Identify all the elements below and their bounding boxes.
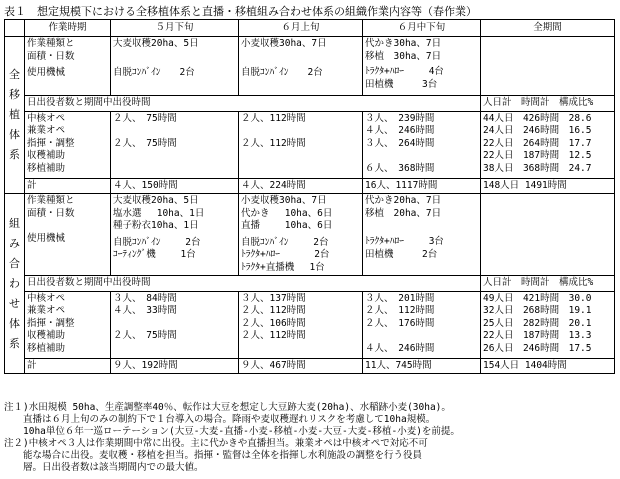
note-line: 注１)水田規模 50ha、生産調整率40％、転作は大豆を想定し大豆跡大麦(20ha)、水稲跡小麦(30ha)。 — [4, 402, 451, 413]
section1-total-jun-early: ４人、224時間 — [239, 178, 363, 194]
section2-total-jun-mid: 11人、745時間 — [363, 358, 481, 374]
section2-p-jun-mid: ３人、 201時間 ２人、 112時間 ２人、 176時間 ４人、 246時間 — [363, 291, 481, 358]
section2-total-work — [481, 194, 615, 276]
corner-cell — [5, 20, 25, 37]
section2-jun-mid-work — [363, 194, 481, 276]
work-jun-mid: 代かき30ha、7日 移植 30ha、7日 — [365, 38, 442, 62]
section2-total-row — [5, 358, 615, 374]
work-jun-mid: 代かき20ha、7日 移植 20ha、7日 — [365, 195, 442, 219]
section2-summary-header: 人日計 時間計 構成比% — [481, 276, 615, 292]
machine-label: 使用機械 — [27, 233, 66, 244]
section2-total-label: 計 — [25, 358, 111, 374]
work-may: 大麦収穫20ha、5日 塩水選 10ha、1日 種子粉衣10ha、1日 — [113, 195, 205, 231]
section2-personnel-header-row — [5, 276, 615, 292]
section1-work-row — [5, 37, 615, 96]
machine-label: 使用機械 — [27, 67, 66, 78]
work-label: 作業種類と 面積・日数 — [27, 38, 75, 62]
section1-label — [5, 37, 25, 194]
section2-work-label — [25, 194, 111, 276]
header-row — [5, 20, 615, 37]
section1-p-jun-mid: ３人、 239時間 ４人、 246時間 ３人、 264時間 ６人、 368時間 — [363, 111, 481, 178]
section1-p-sum: 44人日 426時間 28.6 24人日 246時間 16.5 22人日 264時間 17.7 22人日 187時間 12.5 38人日 368時間 24.7 — [481, 111, 615, 178]
header-may: ５月下旬 — [111, 20, 239, 37]
work-may: 大麦収穫20ha、5日 — [113, 38, 199, 49]
machine-jun-early: 自脱ｺﾝﾊﾞｲﾝ 2台 ﾄﾗｸﾀ+ﾊﾛｰ 2台 ﾄﾗｸﾀ+直播機 1台 — [241, 236, 330, 273]
footnotes — [4, 402, 616, 474]
section1-total-sum: 148人日 1491時間 — [481, 178, 615, 194]
section1-personnel-header-row — [5, 96, 615, 112]
machine-jun-mid: ﾄﾗｸﾀ+ﾊﾛｰ 3台 田植機 2台 — [365, 236, 444, 260]
section2-p-sum: 49人日 421時間 30.0 32人日 268時間 19.1 25人日 282時間 20.1 22人日 187時間 13.3 26人日 246時間 17.5 — [481, 291, 615, 358]
section2-total-jun-early: ９人、467時間 — [239, 358, 363, 374]
section2-p-may: ３人、 84時間 ４人、 33時間 ２人、 75時間 — [111, 291, 239, 358]
section2-personnel-row — [5, 291, 615, 358]
note-line: 能な場合に出役。麦収穫・移植を担当。指揮・監督は全体を指揮し水利施設の調整を行う役員 — [4, 450, 423, 461]
section1-total-row — [5, 178, 615, 194]
section2-p-jun-early: ３人、137時間 ２人、112時間 ２人、106時間 ２人、112時間 — [239, 291, 363, 358]
table-title: 表１ 想定規模下における全移植体系と直播・移植組み合わせ体系の組織作業内容等（春作業） — [4, 5, 477, 18]
section2-total-sum: 154人日 1404時間 — [481, 358, 615, 374]
section1-total-label: 計 — [25, 178, 111, 194]
section1-personnel-row — [5, 111, 615, 178]
machine-may: 自脱ｺﾝﾊﾞｲﾝ 2台 — [113, 66, 195, 78]
header-period: 作業時期 — [25, 20, 111, 37]
section1-jun-mid-work — [363, 37, 481, 96]
note-line: 10ha単位６年一巡ローテーション(大豆-大麦-直播-小麦-移植-小麦-大豆-大麦-移植-小麦)を前提。 — [4, 426, 460, 437]
machine-may: 自脱ｺﾝﾊﾞｲﾝ 2台 ｺｰﾃｨﾝｸﾞ機 1台 — [113, 236, 201, 260]
section2-roles: 中核オペ 兼業オペ 指揮・調整 収穫補助 移植補助 — [25, 291, 111, 358]
work-jun-early: 小麦収穫30ha、7日 代かき 10ha、6日 直播 10ha、6日 — [241, 195, 333, 231]
section2-total-may: ９人、192時間 — [111, 358, 239, 374]
work-jun-early: 小麦収穫30ha、7日 — [241, 38, 327, 49]
section1-total-jun-mid: 16人、1117時間 — [363, 178, 481, 194]
note-line: 直播は６月上旬のみの制約下で１台導入の場合。降雨や麦収穫遅れリスクを考慮して10ha規模。 — [4, 414, 436, 425]
work-table — [4, 19, 615, 374]
note-line: 層。日出役者数は該当期間内での最大値。 — [4, 462, 204, 473]
section1-work-label — [25, 37, 111, 96]
work-label: 作業種類と 面積・日数 — [27, 195, 75, 219]
section1-roles: 中核オペ 兼業オペ 指揮・調整 収穫補助 移植補助 — [25, 111, 111, 178]
section1-p-jun-early: ２人、112時間 ２人、112時間 — [239, 111, 363, 178]
section1-total-work — [481, 37, 615, 96]
header-total: 全期間 — [481, 20, 615, 37]
header-jun-mid: ６月中下旬 — [363, 20, 481, 37]
section1-summary-header: 人日計 時間計 構成比% — [481, 96, 615, 112]
section1-total-may: ４人、150時間 — [111, 178, 239, 194]
section2-personnel-header: 日出役者数と期間中出役時間 — [25, 276, 481, 292]
section2-work-row — [5, 194, 615, 276]
section1-p-may: ２人、 75時間 ２人、 75時間 — [111, 111, 239, 178]
section1-personnel-header: 日出役者数と期間中出役時間 — [25, 96, 481, 112]
section1-jun-early-work — [239, 37, 363, 96]
section2-jun-early-work — [239, 194, 363, 276]
section1-may-work — [111, 37, 239, 96]
machine-jun-early: 自脱ｺﾝﾊﾞｲﾝ 2台 — [241, 66, 323, 78]
section2-may-work — [111, 194, 239, 276]
section-label-text: 組 み 合 わ せ 体 系 — [9, 216, 20, 350]
machine-jun-mid: ﾄﾗｸﾀ+ﾊﾛｰ 4台 田植機 3台 — [365, 66, 444, 90]
section2-label — [5, 194, 25, 374]
note-line: 注２)中核オペ３人は作業期間中常に出役。主に代かきや直播担当。兼業オペは中核オペで対応不可 — [4, 438, 428, 449]
header-jun-early: ６月上旬 — [239, 20, 363, 37]
section-label-text: 全 移 植 体 系 — [9, 68, 20, 161]
